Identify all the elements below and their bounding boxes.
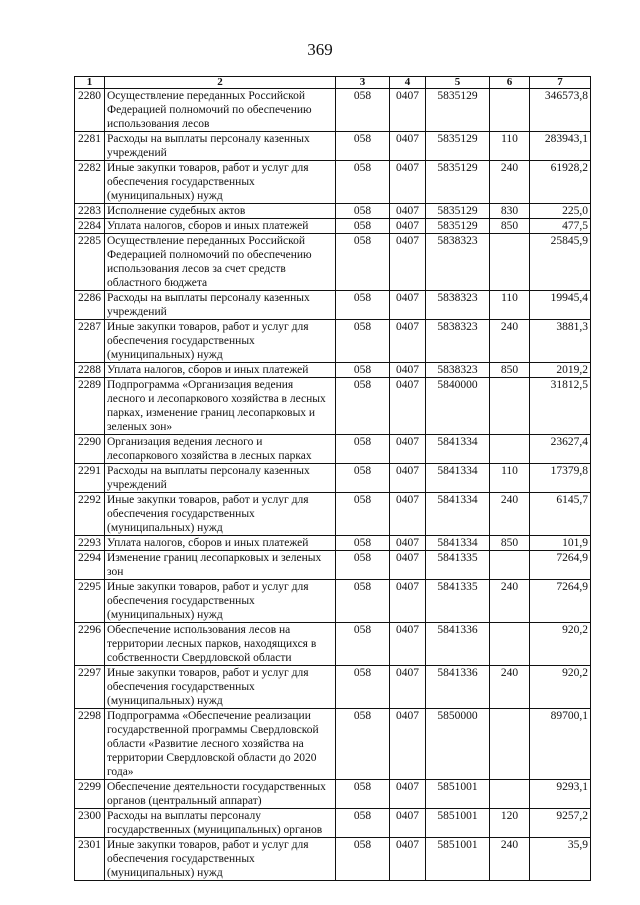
row-number-cell: 2298	[75, 709, 105, 780]
table-row	[75, 132, 591, 161]
section-code-cell: 0407	[390, 320, 426, 363]
amount-cell: 9293,1	[530, 780, 591, 809]
admin-code-cell: 058	[336, 464, 390, 493]
amount-cell: 25845,9	[530, 234, 591, 291]
row-number-cell: 2281	[75, 132, 105, 161]
table-row	[75, 580, 591, 623]
row-name-cell: Осуществление переданных Российской Федерацией полномочий по обеспечению использования лесов за счет средств областного бюджета	[105, 234, 336, 291]
expense-type-cell	[490, 623, 530, 666]
section-code-cell: 0407	[390, 809, 426, 838]
amount-cell: 920,2	[530, 666, 591, 709]
table-row	[75, 363, 591, 378]
row-number-cell: 2294	[75, 551, 105, 580]
section-code-cell: 0407	[390, 623, 426, 666]
amount-cell: 477,5	[530, 219, 591, 234]
amount-cell: 7264,9	[530, 580, 591, 623]
table-row	[75, 435, 591, 464]
row-name-cell: Уплата налогов, сборов и иных платежей	[105, 219, 336, 234]
admin-code-cell: 058	[336, 435, 390, 464]
target-code-cell: 5838323	[426, 320, 490, 363]
target-code-cell: 5841336	[426, 666, 490, 709]
row-name-cell: Уплата налогов, сборов и иных платежей	[105, 536, 336, 551]
table-body	[75, 89, 591, 881]
admin-code-cell: 058	[336, 161, 390, 204]
expense-type-cell: 850	[490, 219, 530, 234]
amount-cell: 19945,4	[530, 291, 591, 320]
amount-cell: 101,9	[530, 536, 591, 551]
section-code-cell: 0407	[390, 838, 426, 881]
target-code-cell: 5838323	[426, 291, 490, 320]
admin-code-cell: 058	[336, 838, 390, 881]
section-code-cell: 0407	[390, 536, 426, 551]
header-cell-2: 2	[105, 77, 336, 89]
row-number-cell: 2284	[75, 219, 105, 234]
target-code-cell: 5835129	[426, 204, 490, 219]
row-number-cell: 2283	[75, 204, 105, 219]
expense-type-cell	[490, 435, 530, 464]
page-number: 369	[307, 40, 333, 59]
admin-code-cell: 058	[336, 89, 390, 132]
table-row	[75, 161, 591, 204]
header-cell-3: 3	[336, 77, 390, 89]
amount-cell: 17379,8	[530, 464, 591, 493]
admin-code-cell: 058	[336, 623, 390, 666]
target-code-cell: 5841334	[426, 435, 490, 464]
table-row	[75, 838, 591, 881]
table-row	[75, 551, 591, 580]
expense-type-cell: 850	[490, 363, 530, 378]
row-name-cell: Осуществление переданных Российской Федерацией полномочий по обеспечению использования лесов	[105, 89, 336, 132]
expense-type-cell	[490, 234, 530, 291]
row-name-cell: Иные закупки товаров, работ и услуг для обеспечения государственных (муниципальных) нужд	[105, 666, 336, 709]
target-code-cell: 5850000	[426, 709, 490, 780]
header-cell-5: 5	[426, 77, 490, 89]
row-name-cell: Иные закупки товаров, работ и услуг для обеспечения государственных (муниципальных) нужд	[105, 838, 336, 881]
table-row	[75, 809, 591, 838]
row-number-cell: 2289	[75, 378, 105, 435]
expense-type-cell	[490, 378, 530, 435]
expense-type-cell: 240	[490, 161, 530, 204]
section-code-cell: 0407	[390, 291, 426, 320]
row-number-cell: 2297	[75, 666, 105, 709]
admin-code-cell: 058	[336, 666, 390, 709]
row-number-cell: 2282	[75, 161, 105, 204]
expense-type-cell: 850	[490, 536, 530, 551]
table-row	[75, 219, 591, 234]
row-name-cell: Расходы на выплаты персоналу казенных учреждений	[105, 464, 336, 493]
amount-cell: 2019,2	[530, 363, 591, 378]
target-code-cell: 5841335	[426, 580, 490, 623]
target-code-cell: 5840000	[426, 378, 490, 435]
expense-type-cell: 110	[490, 291, 530, 320]
amount-cell: 35,9	[530, 838, 591, 881]
admin-code-cell: 058	[336, 809, 390, 838]
table-row	[75, 89, 591, 132]
expense-type-cell: 830	[490, 204, 530, 219]
admin-code-cell: 058	[336, 132, 390, 161]
expense-type-cell: 240	[490, 493, 530, 536]
expense-type-cell	[490, 709, 530, 780]
row-name-cell: Подпрограмма «Обеспечение реализации государственной программы Свердловской области «Развитие лесного хозяйства на территории Свердловской области до 2020 года»	[105, 709, 336, 780]
expense-type-cell	[490, 780, 530, 809]
expense-type-cell: 240	[490, 320, 530, 363]
target-code-cell: 5841334	[426, 536, 490, 551]
budget-table	[74, 76, 591, 881]
row-number-cell: 2285	[75, 234, 105, 291]
expense-type-cell	[490, 89, 530, 132]
row-name-cell: Иные закупки товаров, работ и услуг для обеспечения государственных (муниципальных) нужд	[105, 161, 336, 204]
row-number-cell: 2300	[75, 809, 105, 838]
section-code-cell: 0407	[390, 204, 426, 219]
expense-type-cell: 110	[490, 464, 530, 493]
admin-code-cell: 058	[336, 580, 390, 623]
target-code-cell: 5851001	[426, 809, 490, 838]
admin-code-cell: 058	[336, 291, 390, 320]
amount-cell: 225,0	[530, 204, 591, 219]
target-code-cell: 5838323	[426, 234, 490, 291]
target-code-cell: 5835129	[426, 132, 490, 161]
expense-type-cell	[490, 551, 530, 580]
row-name-cell: Исполнение судебных актов	[105, 204, 336, 219]
table-row	[75, 320, 591, 363]
row-name-cell: Иные закупки товаров, работ и услуг для обеспечения государственных (муниципальных) нужд	[105, 580, 336, 623]
admin-code-cell: 058	[336, 551, 390, 580]
row-number-cell: 2293	[75, 536, 105, 551]
admin-code-cell: 058	[336, 320, 390, 363]
admin-code-cell: 058	[336, 493, 390, 536]
section-code-cell: 0407	[390, 378, 426, 435]
row-number-cell: 2288	[75, 363, 105, 378]
row-name-cell: Обеспечение использования лесов на территории лесных парков, находящихся в собственности Свердловской области	[105, 623, 336, 666]
table-row	[75, 623, 591, 666]
admin-code-cell: 058	[336, 780, 390, 809]
section-code-cell: 0407	[390, 234, 426, 291]
section-code-cell: 0407	[390, 132, 426, 161]
row-number-cell: 2299	[75, 780, 105, 809]
header-row	[75, 77, 591, 89]
amount-cell: 920,2	[530, 623, 591, 666]
section-code-cell: 0407	[390, 219, 426, 234]
target-code-cell: 5835129	[426, 89, 490, 132]
section-code-cell: 0407	[390, 551, 426, 580]
row-name-cell: Подпрограмма «Организация ведения лесного и лесопаркового хозяйства в лесных парках, изменение границ лесопарковых и зеленых зон»	[105, 378, 336, 435]
row-number-cell: 2301	[75, 838, 105, 881]
amount-cell: 31812,5	[530, 378, 591, 435]
target-code-cell: 5841334	[426, 464, 490, 493]
table-row	[75, 464, 591, 493]
section-code-cell: 0407	[390, 666, 426, 709]
row-name-cell: Расходы на выплаты персоналу казенных учреждений	[105, 132, 336, 161]
table-row	[75, 234, 591, 291]
target-code-cell: 5835129	[426, 219, 490, 234]
table-row	[75, 709, 591, 780]
target-code-cell: 5851001	[426, 838, 490, 881]
table-row	[75, 493, 591, 536]
row-number-cell: 2286	[75, 291, 105, 320]
amount-cell: 346573,8	[530, 89, 591, 132]
admin-code-cell: 058	[336, 234, 390, 291]
table-row	[75, 780, 591, 809]
row-number-cell: 2287	[75, 320, 105, 363]
row-name-cell: Расходы на выплаты персоналу казенных учреждений	[105, 291, 336, 320]
section-code-cell: 0407	[390, 161, 426, 204]
section-code-cell: 0407	[390, 89, 426, 132]
admin-code-cell: 058	[336, 219, 390, 234]
amount-cell: 89700,1	[530, 709, 591, 780]
section-code-cell: 0407	[390, 780, 426, 809]
target-code-cell: 5835129	[426, 161, 490, 204]
row-number-cell: 2296	[75, 623, 105, 666]
section-code-cell: 0407	[390, 709, 426, 780]
admin-code-cell: 058	[336, 378, 390, 435]
row-number-cell: 2290	[75, 435, 105, 464]
admin-code-cell: 058	[336, 204, 390, 219]
row-number-cell: 2291	[75, 464, 105, 493]
expense-type-cell: 110	[490, 132, 530, 161]
header-cell-4: 4	[390, 77, 426, 89]
section-code-cell: 0407	[390, 435, 426, 464]
table-row	[75, 291, 591, 320]
target-code-cell: 5851001	[426, 780, 490, 809]
header-cell-7: 7	[530, 77, 591, 89]
target-code-cell: 5841336	[426, 623, 490, 666]
expense-type-cell: 120	[490, 809, 530, 838]
amount-cell: 61928,2	[530, 161, 591, 204]
row-name-cell: Обеспечение деятельности государственных органов (центральный аппарат)	[105, 780, 336, 809]
row-name-cell: Иные закупки товаров, работ и услуг для обеспечения государственных (муниципальных) нужд	[105, 320, 336, 363]
amount-cell: 9257,2	[530, 809, 591, 838]
admin-code-cell: 058	[336, 709, 390, 780]
amount-cell: 283943,1	[530, 132, 591, 161]
expense-type-cell: 240	[490, 580, 530, 623]
amount-cell: 6145,7	[530, 493, 591, 536]
expense-type-cell: 240	[490, 666, 530, 709]
row-name-cell: Организация ведения лесного и лесопаркового хозяйства в лесных парках	[105, 435, 336, 464]
row-name-cell: Уплата налогов, сборов и иных платежей	[105, 363, 336, 378]
table-row	[75, 378, 591, 435]
target-code-cell: 5841334	[426, 493, 490, 536]
row-number-cell: 2295	[75, 580, 105, 623]
row-name-cell: Иные закупки товаров, работ и услуг для обеспечения государственных (муниципальных) нужд	[105, 493, 336, 536]
row-name-cell: Изменение границ лесопарковых и зеленых зон	[105, 551, 336, 580]
amount-cell: 23627,4	[530, 435, 591, 464]
target-code-cell: 5838323	[426, 363, 490, 378]
expense-type-cell: 240	[490, 838, 530, 881]
row-number-cell: 2280	[75, 89, 105, 132]
section-code-cell: 0407	[390, 363, 426, 378]
row-number-cell: 2292	[75, 493, 105, 536]
amount-cell: 7264,9	[530, 551, 591, 580]
admin-code-cell: 058	[336, 363, 390, 378]
table-row	[75, 666, 591, 709]
amount-cell: 3881,3	[530, 320, 591, 363]
admin-code-cell: 058	[336, 536, 390, 551]
row-name-cell: Расходы на выплаты персоналу государственных (муниципальных) органов	[105, 809, 336, 838]
header-cell-1: 1	[75, 77, 105, 89]
section-code-cell: 0407	[390, 464, 426, 493]
target-code-cell: 5841335	[426, 551, 490, 580]
header-cell-6: 6	[490, 77, 530, 89]
section-code-cell: 0407	[390, 493, 426, 536]
section-code-cell: 0407	[390, 580, 426, 623]
table-row	[75, 536, 591, 551]
table-row	[75, 204, 591, 219]
